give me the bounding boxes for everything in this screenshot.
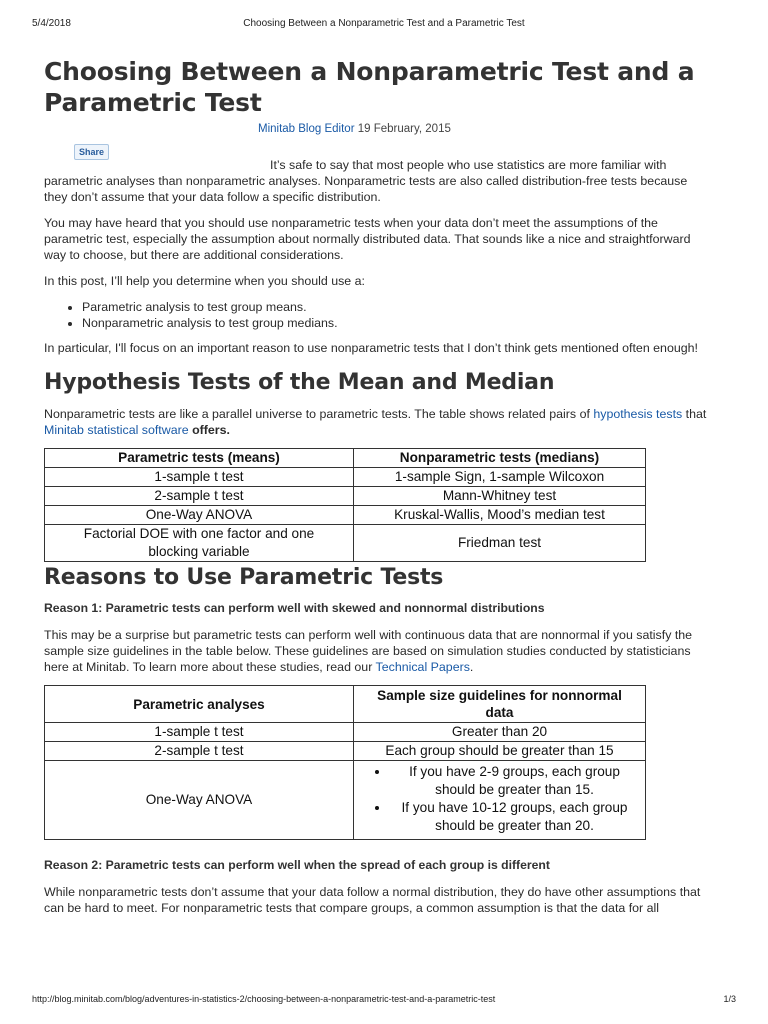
paragraph-7: While nonparametric tests don’t assume that your data follow a normal distribution, they do have other assumptions that can be hard to meet. For nonparametric tests that compare groups, a common assumption is that the data for all	[44, 885, 701, 915]
anova-guidelines-list	[358, 763, 639, 835]
bullet-list	[44, 299, 712, 331]
hypothesis-tests-link[interactable]: hypothesis tests	[593, 407, 683, 421]
table-cell: 2-sample t test	[45, 487, 354, 506]
print-page-title: Choosing Between a Nonparametric Test and a Parametric Test	[243, 18, 525, 29]
table-row	[45, 506, 646, 525]
sample-size-table	[44, 685, 646, 840]
share-button[interactable]: Share	[74, 144, 109, 160]
reason-2-heading: Reason 2: Parametric tests can perform well when the spread of each group is different	[44, 858, 550, 872]
paragraph-5	[44, 406, 712, 438]
list-item: • Parametric analysis to test group means.	[82, 299, 712, 315]
publish-date: 19 February, 2015	[357, 123, 451, 135]
table-row	[45, 761, 646, 840]
print-url: http://blog.minitab.com/blog/adventures-in-statistics-2/choosing-between-a-nonparametric-test-and-a-parametric-test	[32, 994, 496, 1004]
table-cell: Mann-Whitney test	[354, 487, 646, 506]
table-cell: Factorial DOE with one factor and one blocking variable	[45, 525, 354, 562]
table-header-row	[45, 449, 646, 468]
column-header: Sample size guidelines for nonnormal data	[354, 686, 646, 723]
column-header: Nonparametric tests (medians)	[354, 449, 646, 468]
technical-papers-link[interactable]: Technical Papers	[375, 660, 470, 674]
article	[44, 56, 712, 926]
list-item: • If you have 10-12 groups, each group should be greater than 20.	[390, 799, 639, 835]
table-cell: One-Way ANOVA	[45, 506, 354, 525]
page-number: 1/3	[723, 994, 736, 1004]
list-item: • Nonparametric analysis to test group medians.	[82, 315, 712, 331]
table-cell: Kruskal-Wallis, Mood’s median test	[354, 506, 646, 525]
section-heading-reasons: Reasons to Use Parametric Tests	[44, 565, 444, 590]
list-item: • If you have 2-9 groups, each group should be greater than 15.	[390, 763, 639, 799]
table-cell: 1-sample t test	[45, 723, 354, 742]
article-title: Choosing Between a Nonparametric Test and a Parametric Test	[44, 57, 695, 117]
text-span: This may be a surprise but parametric tests can perform well with continuous data that are nonnormal if you satisfy the sample size guidelines in the table below. These guidelines are based on simulation studies conducted by statisticians here at Minitab. To learn more about these studies, read our	[44, 628, 693, 674]
author-link[interactable]: Minitab Blog Editor	[258, 123, 355, 135]
paragraph-6	[44, 627, 712, 675]
table-cell: One-Way ANOVA	[45, 761, 354, 840]
table-cell: 1-sample t test	[45, 468, 354, 487]
table-cell: Greater than 20	[354, 723, 646, 742]
table-row	[45, 525, 646, 562]
table-cell: 2-sample t test	[45, 742, 354, 761]
print-date: 5/4/2018	[32, 18, 71, 29]
table-row	[45, 468, 646, 487]
table-row	[45, 723, 646, 742]
text-span: .	[469, 660, 474, 674]
text-span: that	[682, 407, 707, 421]
table-cell: Friedman test	[354, 525, 646, 562]
byline	[258, 123, 712, 135]
paragraph-2: You may have heard that you should use nonparametric tests when your data don’t meet the assumptions of the parametric test, especially the assumption about normally distributed data. That sounds like a nice and straightforward way to choose, but there are additional considerations.	[44, 216, 691, 262]
paragraph-4: In particular, I'll focus on an important reason to use nonparametric tests that I don’t think gets mentioned often enough!	[44, 341, 698, 355]
text-span: Nonparametric tests are like a parallel universe to parametric tests. The table shows related pairs of	[44, 407, 594, 421]
reason-1-heading: Reason 1: Parametric tests can perform well with skewed and nonnormal distributions	[44, 601, 545, 615]
table-row	[45, 487, 646, 506]
column-header: Parametric analyses	[45, 686, 354, 723]
table-cell: 1-sample Sign, 1-sample Wilcoxon	[354, 468, 646, 487]
table-header-row	[45, 686, 646, 723]
paragraph-3: In this post, I’ll help you determine when you should use a:	[44, 274, 365, 288]
minitab-software-link[interactable]: Minitab statistical software	[44, 423, 189, 437]
table-cell: Each group should be greater than 15	[354, 742, 646, 761]
table-row	[45, 742, 646, 761]
paragraph-intro: It’s safe to say that most people who use statistics are more familiar with parametric analyses than nonparametric analyses. Nonparametric tests are also called distribution-free tests because they don’t assume that your data follow a specific distribution.	[44, 158, 688, 204]
text-span: offers.	[188, 423, 230, 437]
section-heading-hypothesis: Hypothesis Tests of the Mean and Median	[44, 370, 555, 395]
test-pairs-table	[44, 448, 646, 562]
column-header: Parametric tests (means)	[45, 449, 354, 468]
table-cell	[354, 761, 646, 840]
